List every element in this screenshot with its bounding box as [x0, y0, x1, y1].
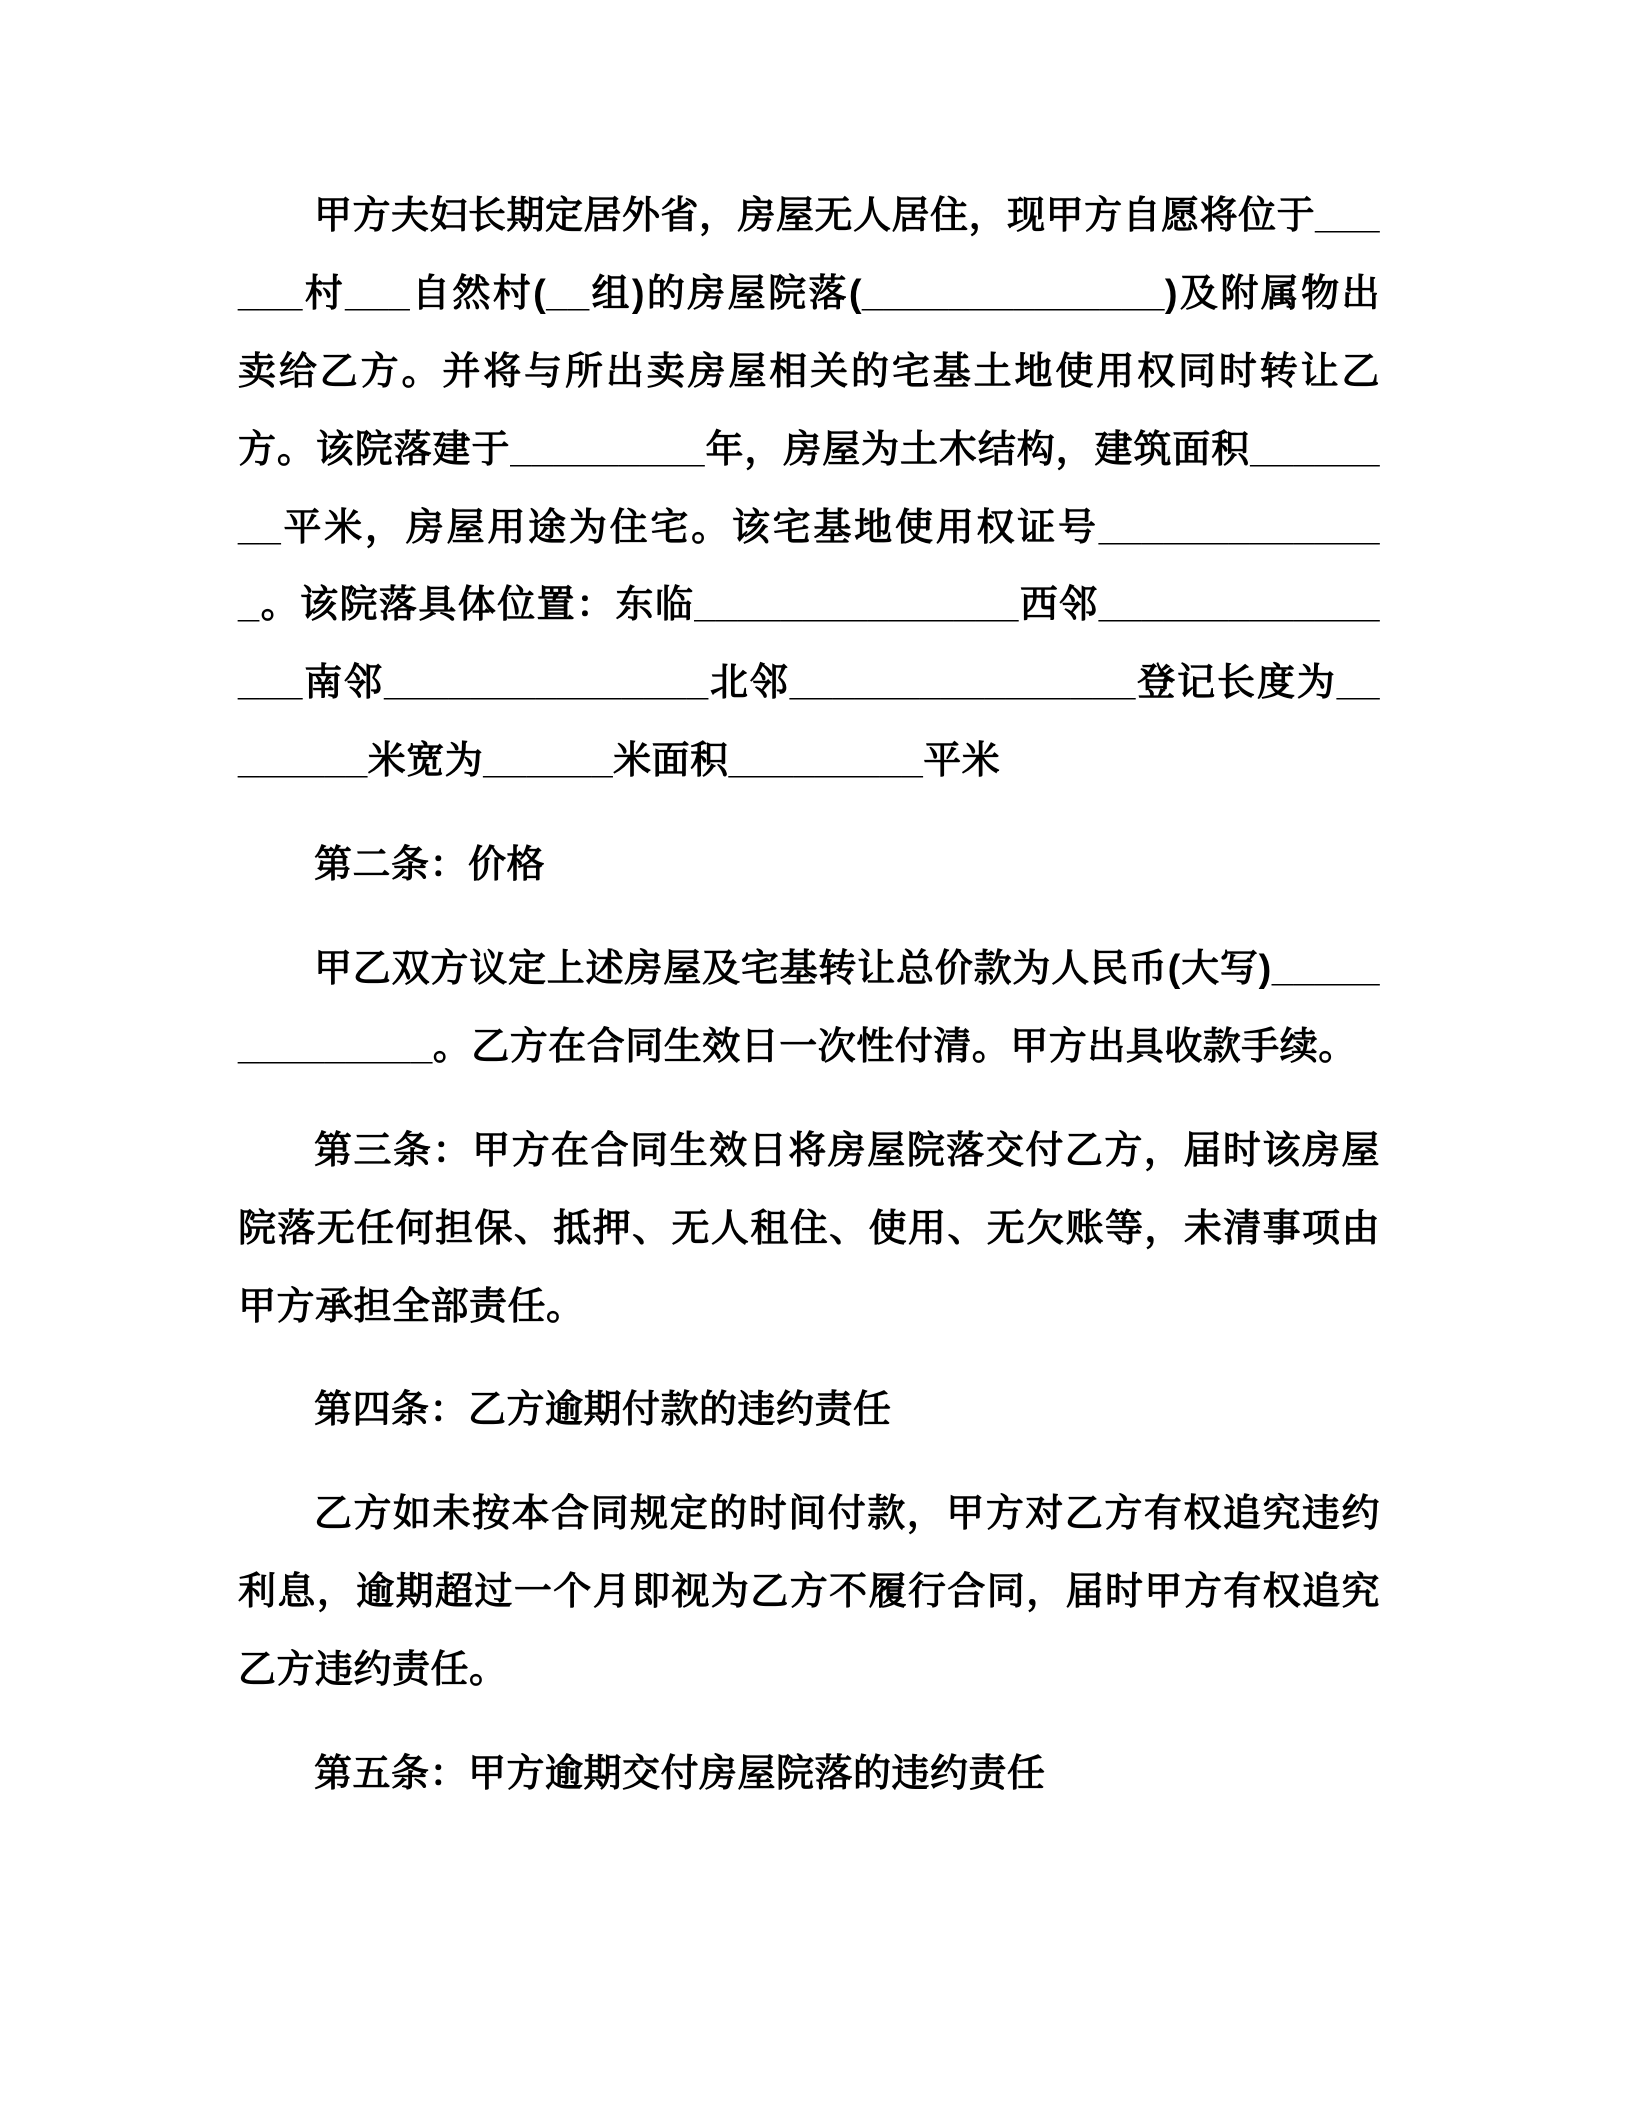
- contract-paragraph-price: 甲乙双方议定上述房屋及宅基转让总价款为人民币(大写)______________。乙方在合同生效日一次性付清。甲方出具收款手续。: [238, 948, 1380, 1068]
- contract-paragraph-article-3: 第三条：甲方在合同生效日将房屋院落交付乙方，届时该房屋院落无任何担保、抵押、无人租住、使用、无欠账等，未清事项由甲方承担全部责任。: [238, 1129, 1380, 1328]
- contract-heading-article-2: 第二条：价格: [314, 844, 546, 887]
- contract-heading-article-5: 第五条：甲方逾期交付房屋院落的违约责任: [314, 1753, 1046, 1796]
- contract-heading-article-4: 第四条：乙方逾期付款的违约责任: [314, 1389, 892, 1432]
- contract-paragraph-breach-buyer: 乙方如未按本合同规定的时间付款，甲方对乙方有权追究违约利息，逾期超过一个月即视为乙方不履行合同，届时甲方有权追究乙方违约责任。: [238, 1493, 1380, 1692]
- contract-paragraph-terms: 甲方夫妇长期定居外省，房屋无人居住，现甲方自愿将位于______村___自然村(__组)的房屋院落(______________)及附属物出卖给乙方。并将与所出卖房屋相关的宅基土地使用权同时转让乙方。该院落建于_________年，房屋为土木结构，建筑面积________平米，房屋用途为住宅。该宅基地使用权证号______________。该院落具体位置：东临_______________西邻________________南邻_______________北邻________________登记长度为________米宽为______米面积_________平米: [238, 195, 1380, 783]
- contract-body: [238, 178, 1380, 1814]
